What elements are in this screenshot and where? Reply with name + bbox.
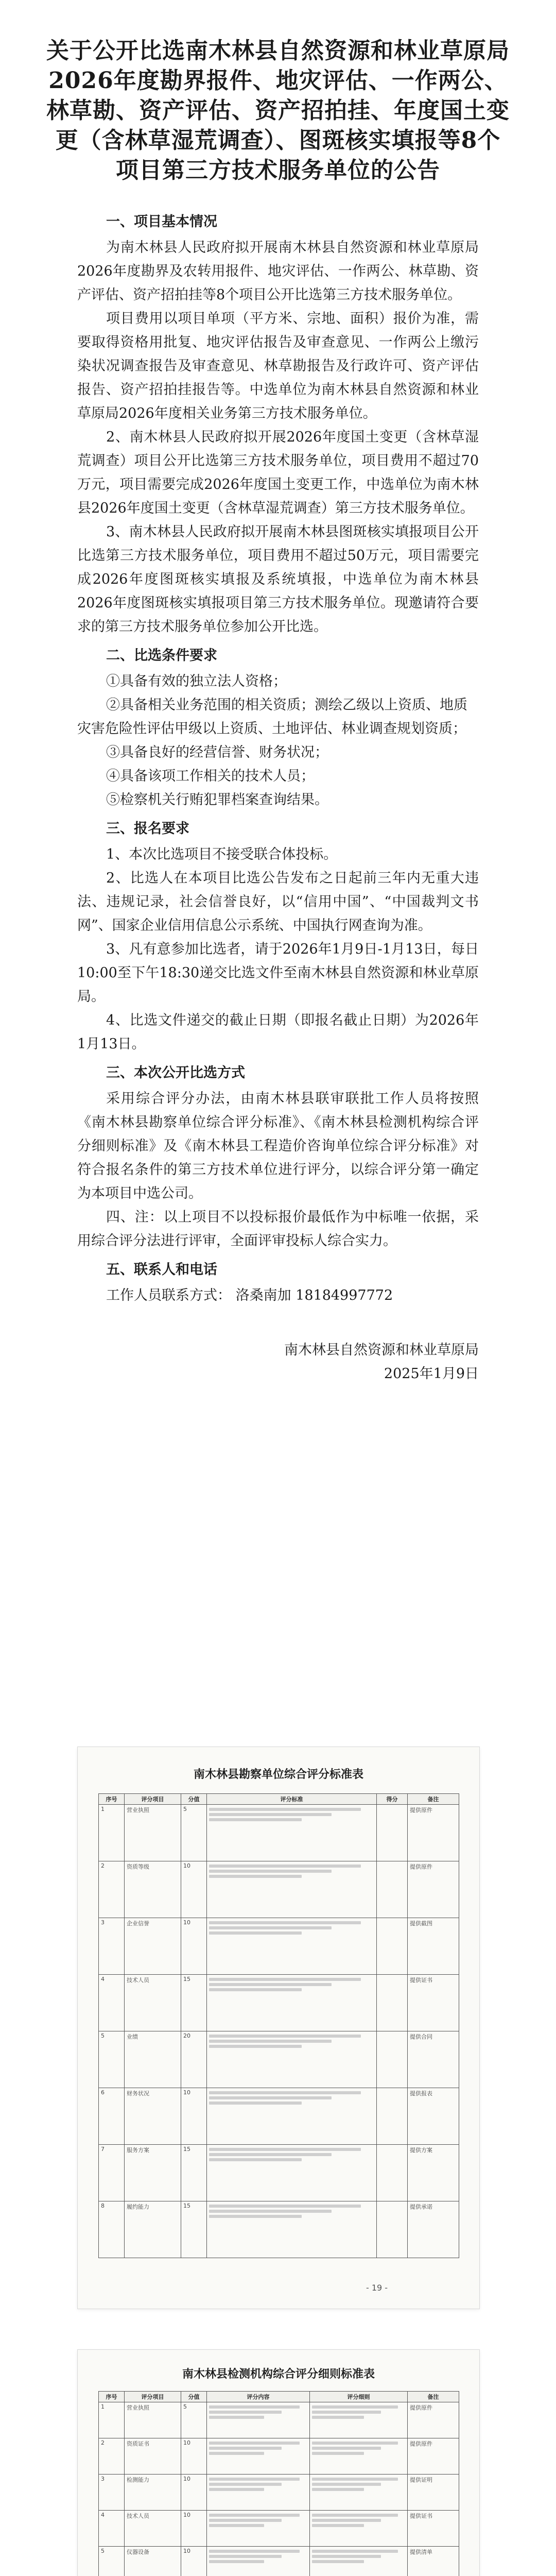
table-cell bbox=[377, 1861, 408, 1918]
table-row bbox=[99, 2475, 459, 2511]
table-cell: 营业执照 bbox=[125, 2402, 181, 2438]
table-cell: 8 bbox=[99, 2201, 125, 2258]
paragraph: 2、南木林县人民政府拟开展2026年度国土变更（含林草湿荒调查）项目公开比选第三方技术服务单位，项目费用不超过70万元，项目需要完成2026年度国土变更工作，中选单位为南木林县2026年度国土变更（含林草湿荒调查）第三方技术服务单位。 bbox=[77, 429, 479, 516]
sheet-title: 南木林县勘察单位综合评分标准表 bbox=[193, 1768, 363, 1781]
text-line-placeholder bbox=[312, 2411, 381, 2414]
table-header-cell: 评分项目 bbox=[125, 1794, 181, 1805]
table-cell bbox=[207, 2511, 310, 2547]
requirement-item: ⑤检察机关行贿犯罪档案查询结果。 bbox=[106, 792, 328, 808]
table-cell: 3 bbox=[99, 2475, 125, 2511]
table-cell: 企业信誉 bbox=[125, 1918, 181, 1975]
requirement-item: ③具备良好的经营信誉、财务状况； bbox=[106, 744, 328, 760]
text-line-placeholder bbox=[209, 2519, 282, 2522]
text-line-placeholder bbox=[209, 2452, 264, 2455]
table-header-row bbox=[99, 1794, 459, 1805]
table-cell bbox=[207, 2438, 310, 2475]
table-cell: 提供方案 bbox=[408, 2145, 459, 2201]
scoring-sheet-1 bbox=[77, 1747, 480, 2309]
table-cell bbox=[310, 2511, 408, 2547]
table-header-cell: 备注 bbox=[408, 1794, 459, 1805]
table-row bbox=[99, 1805, 459, 1861]
table-cell: 提供原件 bbox=[408, 2402, 459, 2438]
table-row bbox=[99, 2088, 459, 2145]
table-row bbox=[99, 2511, 459, 2547]
requirement-item: ①具备有效的独立法人资格； bbox=[106, 673, 287, 689]
text-line-placeholder bbox=[312, 2405, 398, 2409]
text-line-placeholder bbox=[209, 2153, 332, 2156]
table-cell: 技术人员 bbox=[125, 1975, 181, 2031]
table-cell bbox=[377, 2088, 408, 2145]
text-line-placeholder bbox=[209, 2148, 361, 2151]
text-line-placeholder bbox=[312, 2416, 364, 2419]
table-row bbox=[99, 1861, 459, 1918]
paragraph: 为南木林县人民政府拟开展南木林县自然资源和林业草原局2026年度勘界及农转用报件、地灾评估、一作两公、林草勘、资产评估、资产招拍挂等8个项目公开比选第三方技术服务单位。 bbox=[77, 240, 479, 303]
page-number: - 19 - bbox=[366, 2283, 388, 2293]
text-line-placeholder bbox=[312, 2519, 381, 2522]
table-cell: 5 bbox=[99, 2547, 125, 2576]
table-cell bbox=[207, 2201, 377, 2258]
table-row bbox=[99, 1918, 459, 1975]
table-cell bbox=[310, 2402, 408, 2438]
table-cell: 提供承诺 bbox=[408, 2201, 459, 2258]
table-cell bbox=[207, 2088, 377, 2145]
table-cell: 提供报表 bbox=[408, 2088, 459, 2145]
text-line-placeholder bbox=[312, 2478, 398, 2481]
text-line-placeholder bbox=[209, 2560, 264, 2563]
table-cell bbox=[207, 2475, 310, 2511]
table-row bbox=[99, 2438, 459, 2475]
table-cell: 1 bbox=[99, 2402, 125, 2438]
table-cell: 2 bbox=[99, 1861, 125, 1918]
paragraph: 2、比选人在本项目比选公告发布之日起前三年内无重大违法、违规记录，社会信誉良好，以“信用中国”、“中国裁判文书网”、国家企业信用信息公示系统、中国执行网查询为准。 bbox=[77, 870, 479, 934]
table-cell: 6 bbox=[99, 2088, 125, 2145]
table-cell bbox=[207, 2547, 310, 2576]
section-heading: 二、比选条件要求 bbox=[106, 648, 217, 664]
table-cell: 技术人员 bbox=[125, 2511, 181, 2547]
table-cell: 提供清单 bbox=[408, 2547, 459, 2576]
section-heading: 五、联系人和电话 bbox=[106, 1262, 217, 1278]
text-line-placeholder bbox=[209, 2478, 300, 2481]
table-cell: 提供证明 bbox=[408, 2475, 459, 2511]
section-heading: 三、报名要求 bbox=[106, 821, 189, 837]
table-cell: 2 bbox=[99, 2438, 125, 2475]
table-cell bbox=[310, 2547, 408, 2576]
sheet-title: 南木林县检测机构综合评分细则标准表 bbox=[182, 2368, 375, 2381]
table-cell: 1 bbox=[99, 1805, 125, 1861]
table-row bbox=[99, 2031, 459, 2088]
table-row bbox=[99, 2201, 459, 2258]
table-cell bbox=[377, 1805, 408, 1861]
table-cell: 服务方案 bbox=[125, 2145, 181, 2201]
scoring-sheet-2 bbox=[77, 2349, 480, 2576]
text-line-placeholder bbox=[209, 1931, 302, 1935]
text-line-placeholder bbox=[209, 2215, 302, 2218]
table-cell: 提供合同 bbox=[408, 2031, 459, 2088]
text-line-placeholder bbox=[312, 2483, 381, 2486]
table-row bbox=[99, 2547, 459, 2576]
text-line-placeholder bbox=[209, 1808, 361, 1811]
text-line-placeholder bbox=[312, 2555, 381, 2558]
table-cell bbox=[207, 2402, 310, 2438]
section-heading: 一、项目基本情况 bbox=[106, 214, 217, 230]
table-cell bbox=[207, 1861, 377, 1918]
table-cell: 10 bbox=[181, 2547, 207, 2576]
table-cell bbox=[207, 2145, 377, 2201]
text-line-placeholder bbox=[312, 2560, 364, 2563]
table-cell bbox=[377, 2031, 408, 2088]
text-line-placeholder bbox=[209, 2555, 282, 2558]
table-cell: 5 bbox=[99, 2031, 125, 2088]
table-header-cell: 备注 bbox=[408, 2392, 459, 2402]
text-line-placeholder bbox=[209, 2102, 302, 2105]
text-line-placeholder bbox=[312, 2452, 364, 2455]
table-row bbox=[99, 2402, 459, 2438]
table-cell: 提供原件 bbox=[408, 1861, 459, 1918]
table-header-cell: 评分项目 bbox=[125, 2392, 181, 2402]
table-header-cell: 评分内容 bbox=[207, 2392, 310, 2402]
table-cell bbox=[207, 2031, 377, 2088]
table-cell: 10 bbox=[181, 2511, 207, 2547]
text-line-placeholder bbox=[312, 2447, 381, 2450]
table-header-cell: 评分细则 bbox=[310, 2392, 408, 2402]
table-cell: 资质等级 bbox=[125, 1861, 181, 1918]
text-line-placeholder bbox=[209, 1921, 361, 1924]
table-cell bbox=[310, 2475, 408, 2511]
table-cell: 提供证书 bbox=[408, 2511, 459, 2547]
text-line-placeholder bbox=[209, 1875, 302, 1878]
table-cell bbox=[207, 1918, 377, 1975]
text-line-placeholder bbox=[209, 2205, 361, 2208]
table-cell: 10 bbox=[181, 1861, 207, 1918]
text-line-placeholder bbox=[209, 2447, 282, 2450]
table-cell: 3 bbox=[99, 1918, 125, 1975]
text-line-placeholder bbox=[209, 1813, 332, 1816]
table-cell bbox=[377, 2145, 408, 2201]
table-cell: 15 bbox=[181, 2201, 207, 2258]
table-cell bbox=[377, 1918, 408, 1975]
table-cell bbox=[207, 1805, 377, 1861]
table-cell bbox=[310, 2438, 408, 2475]
table-cell: 15 bbox=[181, 1975, 207, 2031]
table-header-row bbox=[99, 2392, 459, 2402]
text-line-placeholder bbox=[312, 2524, 364, 2527]
text-line-placeholder bbox=[209, 2514, 300, 2517]
issuing-org: 南木林县自然资源和林业草原局 bbox=[284, 1342, 479, 1358]
text-line-placeholder bbox=[209, 2550, 300, 2553]
text-line-placeholder bbox=[209, 2483, 282, 2486]
table-cell: 5 bbox=[181, 1805, 207, 1861]
scoring-table-2 bbox=[98, 2391, 459, 2576]
text-line-placeholder bbox=[209, 2405, 300, 2409]
paragraph: 3、南木林县人民政府拟开展南木林县图斑核实填报项目公开比选第三方技术服务单位，项目费用不超过50万元，项目需要完成2026年度图斑核实填报及系统填报，中选单位为南木林县2026年度图斑核实填报项目第三方技术服务单位。现邀请符合要求的第三方技术服务单位参加公开比选。 bbox=[77, 524, 479, 635]
text-line-placeholder bbox=[209, 2091, 361, 2094]
text-line-placeholder bbox=[209, 2040, 332, 2043]
text-line-placeholder bbox=[209, 1870, 332, 1873]
paragraph: 采用综合评分办法，由南木林县联审联批工作人员将按照《南木林县勘察单位综合评分标准》、《南木林县检测机构综合评分细则标准》及《南木林县工程造价咨询单位综合评分标准》对符合报名条件的第三方技术单位进行评分，以综合评分第一确定为本项目中选公司。 bbox=[77, 1091, 479, 1201]
table-cell: 财务状况 bbox=[125, 2088, 181, 2145]
table-cell: 5 bbox=[181, 2402, 207, 2438]
notice-title: 关于公开比选南木林县自然资源和林业草原局2026年度勘界报件、地灾评估、一作两公、林草勘、资产评估、资产招拍挂、年度国土变更（含林草湿荒调查）、图斑核实填报等8个项目第三方技术服务单位的公告 bbox=[46, 38, 510, 183]
table-cell: 营业执照 bbox=[125, 1805, 181, 1861]
table-cell: 20 bbox=[181, 2031, 207, 2088]
table-cell: 4 bbox=[99, 2511, 125, 2547]
table-cell: 资质证书 bbox=[125, 2438, 181, 2475]
table-cell: 提供原件 bbox=[408, 2438, 459, 2475]
table-row bbox=[99, 1975, 459, 2031]
text-line-placeholder bbox=[209, 1978, 361, 1981]
table-cell: 7 bbox=[99, 2145, 125, 2201]
paragraph: 3、凡有意参加比选者，请于2026年1月9日-1月13日，每日10:00至下午18:30递交比选文件至南木林县自然资源和林业草原局。 bbox=[77, 941, 479, 1005]
text-line-placeholder bbox=[209, 2035, 361, 2038]
table-cell: 10 bbox=[181, 1918, 207, 1975]
text-line-placeholder bbox=[209, 2096, 332, 2099]
table-header-cell: 评分标准 bbox=[207, 1794, 377, 1805]
table-cell: 仪器设备 bbox=[125, 2547, 181, 2576]
table-cell: 业绩 bbox=[125, 2031, 181, 2088]
contact-info: 工作人员联系方式： 洛桑南加 18184997772 bbox=[106, 1287, 393, 1303]
text-line-placeholder bbox=[312, 2550, 398, 2553]
table-cell bbox=[377, 2201, 408, 2258]
notice-body bbox=[77, 210, 479, 1386]
text-line-placeholder bbox=[312, 2514, 398, 2517]
table-cell: 检测能力 bbox=[125, 2475, 181, 2511]
section-heading: 三、本次公开比选方式 bbox=[106, 1065, 245, 1081]
text-line-placeholder bbox=[209, 1983, 332, 1986]
table-header-cell: 得分 bbox=[377, 1794, 408, 1805]
signature-block bbox=[77, 1338, 479, 1386]
text-line-placeholder bbox=[209, 2442, 300, 2445]
paragraph: 四、注：以上项目不以投标报价最低作为中标唯一依据，采用综合评分法进行评审，全面评审投标人综合实力。 bbox=[77, 1209, 479, 1249]
text-line-placeholder bbox=[312, 2488, 364, 2491]
table-header-cell: 分值 bbox=[181, 2392, 207, 2402]
table-cell: 提供证书 bbox=[408, 1975, 459, 2031]
table-header-cell: 分值 bbox=[181, 1794, 207, 1805]
table-cell: 15 bbox=[181, 2145, 207, 2201]
text-line-placeholder bbox=[209, 2488, 264, 2491]
text-line-placeholder bbox=[312, 2442, 398, 2445]
text-line-placeholder bbox=[209, 1865, 361, 1868]
table-cell: 履约能力 bbox=[125, 2201, 181, 2258]
table-cell bbox=[207, 1975, 377, 2031]
paragraph: 项目费用以项目单项（平方米、宗地、面积）报价为准，需要取得资格用批复、地灾评估报告及审查意见、一作两公上缴污染状况调查报告及审查意见、林草勘报告及行政许可、资产评估报告、资产招拍挂报告等。中选单位为南木林县自然资源和林业草原局2026年度相关业务第三方技术服务单位。 bbox=[77, 311, 479, 421]
text-line-placeholder bbox=[209, 1988, 302, 1991]
text-line-placeholder bbox=[209, 1818, 302, 1821]
table-cell bbox=[377, 1975, 408, 2031]
text-line-placeholder bbox=[209, 2210, 332, 2213]
table-row bbox=[99, 2145, 459, 2201]
text-line-placeholder bbox=[209, 2158, 302, 2161]
text-line-placeholder bbox=[209, 2045, 302, 2048]
table-cell: 4 bbox=[99, 1975, 125, 2031]
requirement-item: ④具备该项工作相关的技术人员； bbox=[106, 768, 315, 784]
table-cell: 10 bbox=[181, 2475, 207, 2511]
text-line-placeholder bbox=[209, 2411, 282, 2414]
table-header-cell: 序号 bbox=[99, 1794, 125, 1805]
issue-date: 2025年1月9日 bbox=[384, 1366, 479, 1382]
paragraph: 4、比选文件递交的截止日期（即报名截止日期）为2026年1月13日。 bbox=[77, 1012, 479, 1052]
table-cell: 10 bbox=[181, 2438, 207, 2475]
text-line-placeholder bbox=[209, 2524, 264, 2527]
text-line-placeholder bbox=[209, 2416, 264, 2419]
text-line-placeholder bbox=[209, 1926, 332, 1929]
requirement-item: ②具备相关业务范围的相关资质；测绘乙级以上资质、地质灾害危险性评估甲级以上资质、土地评估、林业调查规划资质； bbox=[77, 697, 467, 737]
table-header-cell: 序号 bbox=[99, 2392, 125, 2402]
scoring-table-1 bbox=[98, 1793, 459, 2258]
table-cell: 提供截图 bbox=[408, 1918, 459, 1975]
table-cell: 提供原件 bbox=[408, 1805, 459, 1861]
table-cell: 10 bbox=[181, 2088, 207, 2145]
paragraph: 1、本次比选项目不接受联合体投标。 bbox=[106, 846, 338, 862]
